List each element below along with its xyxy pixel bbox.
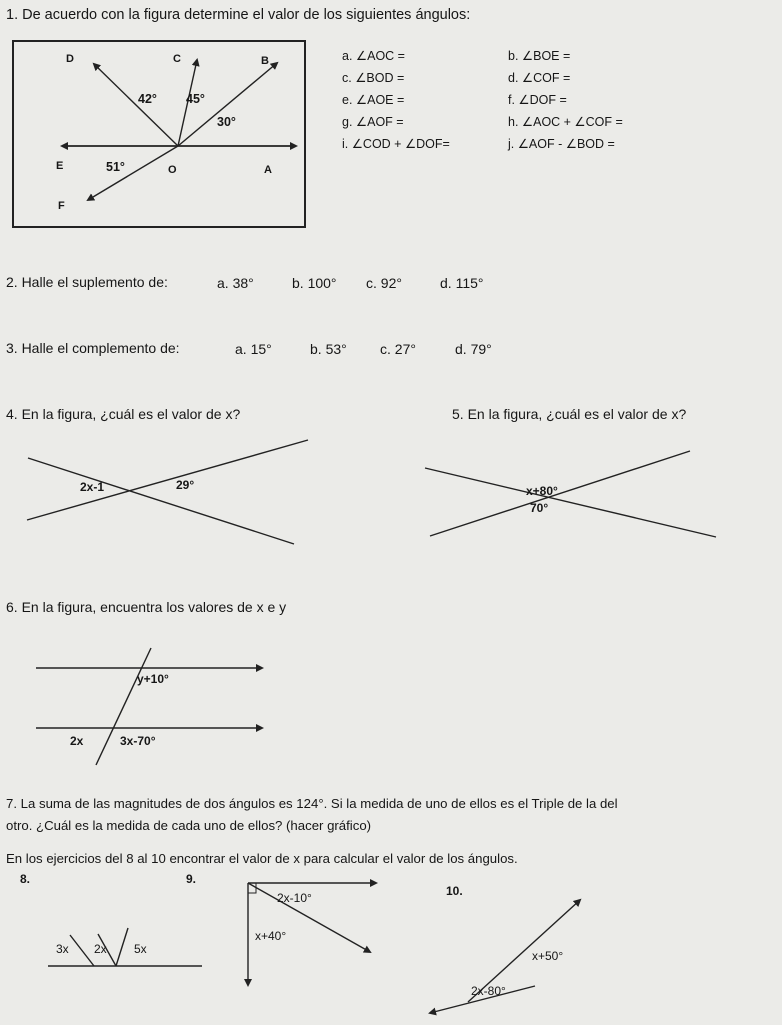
q1-item-b: b. ∠BOE =	[508, 49, 571, 63]
q10-number: 10.	[446, 884, 463, 898]
q1-item-a: a. ∠AOC =	[342, 49, 405, 63]
q1-item-i: i. ∠COD + ∠DOF=	[342, 137, 450, 151]
angle-51-label: 51°	[106, 160, 125, 174]
q1-item-e: e. ∠AOE =	[342, 93, 405, 107]
q2-option-b: b. 100°	[292, 275, 337, 291]
q1-prompt: 1. De acuerdo con la figura determine el valor de los siguientes ángulos:	[6, 7, 471, 23]
q1-item-j: j. ∠AOF - ∠BOD =	[508, 137, 615, 151]
q3-option-a: a. 15°	[235, 341, 272, 357]
q10-angle-a: x+50°	[532, 949, 564, 963]
q5-top-angle: x+80°	[526, 484, 558, 498]
q7-line-2: otro. ¿Cuál es la medida de cada uno de ellos? (hacer gráfico)	[6, 818, 372, 833]
point-e-label: E	[56, 160, 64, 172]
q5-prompt: 5. En la figura, ¿cuál es el valor de x?	[452, 406, 687, 422]
q1-item-g: g. ∠AOF =	[342, 115, 404, 129]
q6-prompt: 6. En la figura, encuentra los valores de x e y	[6, 599, 287, 615]
q6-right-angle: 3x-70°	[120, 734, 156, 748]
q1-item-c: c. ∠BOD =	[342, 71, 405, 85]
q9-number: 9.	[186, 872, 197, 886]
q10-angle-b: 2x-80°	[471, 984, 506, 998]
point-o-label: O	[168, 164, 177, 176]
q4-right-angle: 29°	[176, 478, 195, 492]
q4-left-angle: 2x-1	[80, 480, 105, 494]
q3-option-c: c. 27°	[380, 341, 416, 357]
q6-top-angle: y+10°	[137, 672, 169, 686]
q5-bottom-angle: 70°	[530, 501, 549, 515]
point-c-label: C	[173, 53, 181, 65]
q2-option-d: d. 115°	[440, 275, 484, 291]
q1-item-h: h. ∠AOC + ∠COF =	[508, 115, 623, 129]
q6-left-angle: 2x	[70, 734, 84, 748]
q8-angle-b: 2x	[94, 942, 107, 956]
q2-option-c: c. 92°	[366, 275, 402, 291]
instructions: En los ejercicios del 8 al 10 encontrar el valor de x para calcular el valor de los ángulos.	[6, 851, 518, 866]
q3-prompt: 3. Halle el complemento de:	[6, 340, 180, 356]
q9-angle-a: 2x-10°	[277, 891, 312, 905]
q4-prompt: 4. En la figura, ¿cuál es el valor de x?	[6, 406, 241, 422]
q1-item-f: f. ∠DOF =	[508, 93, 567, 107]
angle-30-label: 30°	[217, 115, 236, 129]
point-b-label: B	[261, 55, 269, 67]
point-d-label: D	[66, 53, 74, 65]
q8-angle-c: 5x	[134, 942, 147, 956]
q7-line-1: 7. La suma de las magnitudes de dos ángulos es 124°. Si la medida de uno de ellos es el Triple de la del	[6, 796, 618, 811]
q2-option-a: a. 38°	[217, 275, 254, 291]
q1-item-d: d. ∠COF =	[508, 71, 571, 85]
angle-42-label: 42°	[138, 92, 157, 106]
q8-angle-a: 3x	[56, 942, 69, 956]
point-a-label: A	[264, 164, 272, 176]
q3-option-d: d. 79°	[455, 341, 492, 357]
q3-option-b: b. 53°	[310, 341, 347, 357]
q9-angle-b: x+40°	[255, 929, 287, 943]
q8-number: 8.	[20, 872, 31, 886]
point-f-label: F	[58, 200, 65, 212]
q2-prompt: 2. Halle el suplemento de:	[6, 274, 168, 290]
angle-45-label: 45°	[186, 92, 205, 106]
